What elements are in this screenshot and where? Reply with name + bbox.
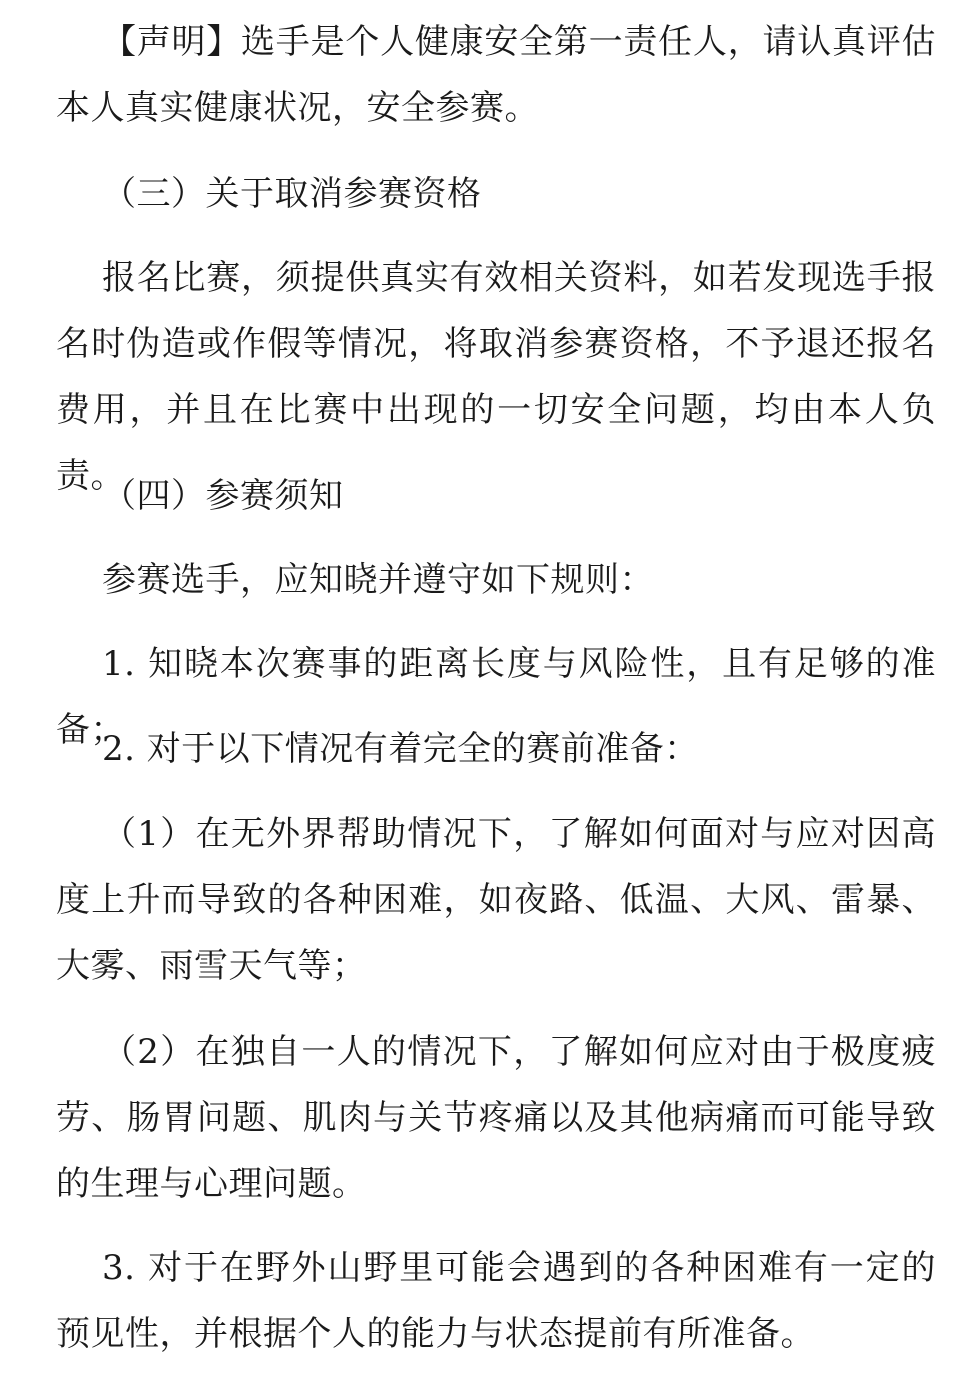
rule-2-item-2-paragraph: （2）在独自一人的情况下，了解如何应对由于极度疲劳、肠胃问题、肌肉与关节疼痛以及其他病痛而可能导致的生理与心理问题。 bbox=[56, 1032, 936, 1204]
rule-3-paragraph: 3. 对于在野外山野里可能会遇到的各种困难有一定的预见性，并根据个人的能力与状态提前有所准备。 bbox=[56, 1248, 936, 1354]
rule-2-paragraph: 2. 对于以下情况有着完全的赛前准备： bbox=[102, 729, 699, 769]
rule-2-item-1-paragraph: （1）在无外界帮助情况下，了解如何面对与应对因高度上升而导致的各种困难，如夜路、低温、大风、雷暴、大雾、雨雪天气等； bbox=[56, 814, 936, 986]
statement-paragraph: 【声明】选手是个人健康安全第一责任人，请认真评估本人真实健康状况，安全参赛。 bbox=[56, 22, 936, 128]
section-heading-4: （四）参赛须知 bbox=[102, 476, 344, 516]
rule-1-paragraph: 1. 知晓本次赛事的距离长度与风险性，且有足够的准备； bbox=[56, 644, 936, 750]
rules-intro-paragraph: 参赛选手，应知晓并遵守如下规则： bbox=[102, 560, 654, 600]
disqualification-paragraph: 报名比赛，须提供真实有效相关资料，如若发现选手报名时伪造或作假等情况，将取消参赛资格，不予退还报名费用，并且在比赛中出现的一切安全问题，均由本人负责。 bbox=[56, 258, 936, 496]
section-heading-3: （三）关于取消参赛资格 bbox=[102, 174, 482, 214]
